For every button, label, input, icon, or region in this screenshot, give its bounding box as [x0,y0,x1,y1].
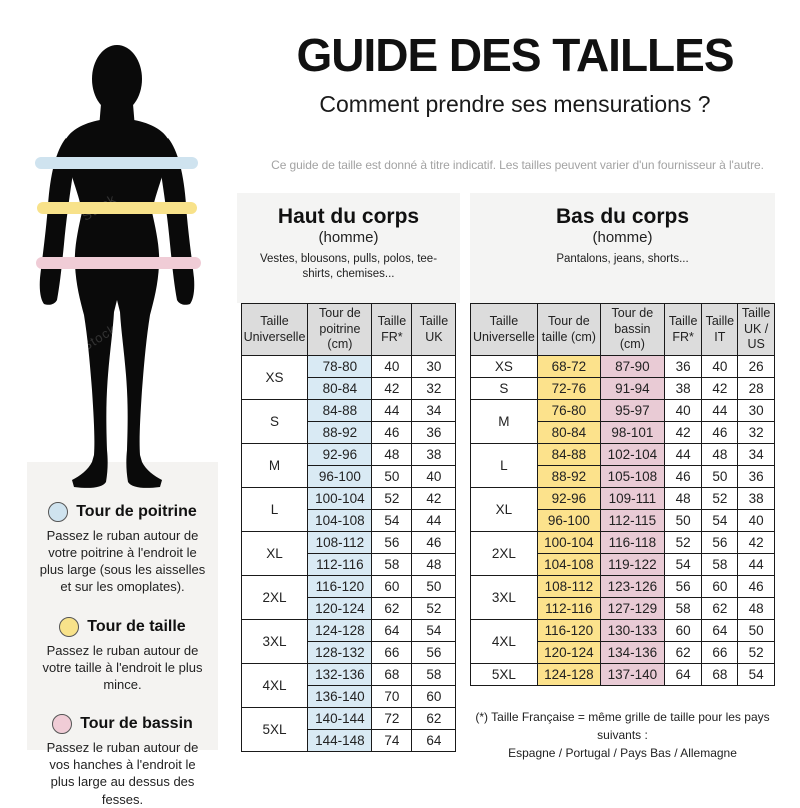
size-cell: M [471,400,538,444]
disclaimer-text: Ce guide de taille est donné à titre indicatif. Les tailles peuvent varier d'un fournisseur à l'autre. [271,158,764,172]
measure-cell: 70 [372,686,412,708]
measure-cell: 36 [412,422,456,444]
measure-cell: 128-132 [308,642,372,664]
measure-cell: 50 [412,576,456,598]
legend-hip-text: Passez le ruban autour de vos hanches à l'endroit le plus large au dessus des fesses. [46,740,199,807]
measure-cell: 60 [372,576,412,598]
page-subtitle: Comment prendre ses mensurations ? [319,90,711,117]
size-cell: 3XL [241,620,308,664]
measure-cell: 109-111 [600,488,664,510]
measure-cell: 48 [412,554,456,576]
measure-cell: 95-97 [600,400,664,422]
measure-cell: 84-88 [308,400,372,422]
measure-cell: 30 [738,400,775,422]
size-cell: 5XL [471,664,538,686]
bas-garment-list: Pantalons, jeans, shorts... [556,253,689,266]
measure-cell: 50 [664,510,702,532]
measure-cell: 72 [372,708,412,730]
legend-waist-text: Passez le ruban autour de votre taille à l'endroit le plus mince. [42,642,203,692]
table-row [241,620,456,642]
measure-cell: 124-128 [308,620,372,642]
measure-cell: 58 [372,554,412,576]
measure-cell: 42 [738,532,775,554]
measurement-legend-panel [27,462,218,807]
measure-cell: 88-92 [308,422,372,444]
measure-cell: 44 [412,510,456,532]
legend-hip [37,714,208,808]
size-cell: XS [471,356,538,378]
haut-size-table [241,303,457,752]
haut-gender: (homme) [318,229,379,247]
measure-cell: 98-101 [600,422,664,444]
table-row [471,576,775,598]
table-row [241,708,456,730]
waist-band [37,202,197,214]
table-row [241,576,456,598]
measure-cell: 74 [372,730,412,752]
legend-chest-text: Passez le ruban autour de votre poitrine à l'endroit le plus large (sous les aisselles et sur les omoplates). [39,528,206,595]
size-cell: 2XL [471,532,538,576]
measure-cell: 46 [702,422,738,444]
measure-cell: 132-136 [308,664,372,686]
measure-cell: 42 [702,378,738,400]
size-cell: 5XL [241,708,308,752]
measure-cell: 58 [412,664,456,686]
measure-cell: 78-80 [308,356,372,378]
measure-cell: 40 [372,356,412,378]
measure-cell: 91-94 [600,378,664,400]
measure-cell: 62 [702,598,738,620]
measure-cell: 112-116 [537,598,600,620]
measure-cell: 62 [664,642,702,664]
measure-cell: 87-90 [600,356,664,378]
measure-cell: 50 [702,466,738,488]
size-cell: XS [241,356,308,400]
measure-cell: 100-104 [308,488,372,510]
table-row [471,488,775,510]
measure-cell: 30 [412,356,456,378]
size-cell: XL [471,488,538,532]
measure-cell: 34 [738,444,775,466]
measure-cell: 62 [412,708,456,730]
table-row [471,620,775,642]
measure-cell: 92-96 [308,444,372,466]
measure-cell: 80-84 [537,422,600,444]
table-row [241,532,456,554]
legend-chest-title: Tour de poitrine [76,503,197,520]
measure-cell: 144-148 [308,730,372,752]
measure-cell: 60 [702,576,738,598]
measure-cell: 112-116 [308,554,372,576]
measure-cell: 88-92 [537,466,600,488]
measure-cell: 116-120 [537,620,600,642]
measure-cell: 64 [372,620,412,642]
measure-cell: 58 [664,598,702,620]
legend-waist [37,617,208,693]
measure-cell: 36 [738,466,775,488]
waist-band-icon [59,617,79,637]
measure-cell: 134-136 [600,642,664,664]
table-row [471,378,775,400]
table-row [471,356,775,378]
measure-cell: 48 [738,598,775,620]
section-haut-du-corps [237,193,460,752]
column-header: Taille FR* [372,304,412,356]
column-header: Taille UK [412,304,456,356]
measure-cell: 50 [372,466,412,488]
measure-cell: 40 [664,400,702,422]
measure-cell: 38 [738,488,775,510]
measure-cell: 46 [664,466,702,488]
measure-cell: 54 [702,510,738,532]
table-row [241,664,456,686]
size-cell: 3XL [471,576,538,620]
measure-cell: 62 [372,598,412,620]
measure-cell: 130-133 [600,620,664,642]
measure-cell: 52 [412,598,456,620]
measure-cell: 56 [702,532,738,554]
measure-cell: 32 [412,378,456,400]
measure-cell: 44 [738,554,775,576]
measure-cell: 96-100 [308,466,372,488]
haut-title: Haut du corps [277,205,420,228]
size-cell: 2XL [241,576,308,620]
measure-cell: 36 [664,356,702,378]
measure-cell: 42 [664,422,702,444]
measure-cell: 66 [702,642,738,664]
measure-cell: 58 [702,554,738,576]
measure-cell: 92-96 [537,488,600,510]
size-cell: L [241,488,308,532]
legend-hip-title: Tour de bassin [80,715,193,733]
measure-cell: 46 [372,422,412,444]
measure-cell: 40 [702,356,738,378]
measure-cell: 104-108 [537,554,600,576]
measure-cell: 38 [412,444,456,466]
measure-cell: 54 [664,554,702,576]
table-row [471,532,775,554]
measure-cell: 60 [412,686,456,708]
measure-cell: 48 [664,488,702,510]
hip-band [36,257,201,269]
column-header: Taille IT [702,304,738,356]
measure-cell: 52 [372,488,412,510]
measure-cell: 76-80 [537,400,600,422]
measure-cell: 72-76 [537,378,600,400]
measure-cell: 38 [664,378,702,400]
measure-cell: 68-72 [537,356,600,378]
measure-cell: 108-112 [308,532,372,554]
legend-waist-title: Tour de taille [87,617,186,635]
measure-cell: 54 [412,620,456,642]
measure-cell: 56 [412,642,456,664]
measure-cell: 124-128 [537,664,600,686]
table-row [241,444,456,466]
measure-cell: 64 [664,664,702,686]
hip-band-icon [52,714,72,734]
measure-cell: 52 [738,642,775,664]
measure-cell: 42 [412,488,456,510]
measure-cell: 68 [702,664,738,686]
table-row [471,664,775,686]
measure-cell: 46 [412,532,456,554]
measure-cell: 104-108 [308,510,372,532]
measure-cell: 48 [372,444,412,466]
measure-cell: 60 [664,620,702,642]
size-cell: 4XL [471,620,538,664]
measure-cell: 112-115 [600,510,664,532]
haut-garment-list: Vestes, blousons, pulls, polos, tee-shirts, chemises... [259,253,438,280]
size-cell: 4XL [241,664,308,708]
body-silhouette-image [0,0,235,500]
size-cell: M [241,444,308,488]
bas-title: Bas du corps [555,205,690,228]
column-header: Taille FR* [664,304,702,356]
measure-cell: 66 [372,642,412,664]
measure-cell: 28 [738,378,775,400]
measure-cell: 48 [702,444,738,466]
measure-cell: 34 [412,400,456,422]
measure-cell: 40 [412,466,456,488]
measure-cell: 80-84 [308,378,372,400]
measure-cell: 44 [372,400,412,422]
table-row [471,400,775,422]
column-header: Taille Universelle [471,304,538,356]
measure-cell: 64 [702,620,738,642]
bas-gender: (homme) [592,229,653,247]
measure-cell: 120-124 [308,598,372,620]
table-row [241,400,456,422]
measure-cell: 26 [738,356,775,378]
size-cell: S [241,400,308,444]
measure-cell: 96-100 [537,510,600,532]
measure-cell: 68 [372,664,412,686]
table-row [471,444,775,466]
french-size-footnote [470,708,775,762]
measure-cell: 119-122 [600,554,664,576]
measure-cell: 127-129 [600,598,664,620]
size-cell: S [471,378,538,400]
measure-cell: 116-120 [308,576,372,598]
measure-cell: 64 [412,730,456,752]
measure-cell: 32 [738,422,775,444]
column-header: Tour de taille (cm) [537,304,600,356]
measure-cell: 100-104 [537,532,600,554]
column-header: Taille UK / US [738,304,775,356]
stock-watermark: Stock [79,321,119,354]
column-header: Taille Universelle [241,304,308,356]
column-header: Tour de poitrine (cm) [308,304,372,356]
measure-cell: 42 [372,378,412,400]
measure-cell: 105-108 [600,466,664,488]
footnote-line1: (*) Taille Française = même grille de taille pour les pays suivants : [475,710,770,742]
measure-cell: 137-140 [600,664,664,686]
legend-chest [37,502,208,596]
table-row [241,356,456,378]
table-row [241,488,456,510]
measure-cell: 84-88 [537,444,600,466]
measure-cell: 54 [738,664,775,686]
measure-cell: 54 [372,510,412,532]
measure-cell: 56 [372,532,412,554]
measure-cell: 44 [664,444,702,466]
measure-cell: 46 [738,576,775,598]
measure-cell: 50 [738,620,775,642]
size-cell: XL [241,532,308,576]
measure-cell: 40 [738,510,775,532]
page-title: GUIDE DES TAILLES [296,29,734,81]
measure-cell: 102-104 [600,444,664,466]
chest-band-icon [48,502,68,522]
measure-cell: 140-144 [308,708,372,730]
measure-cell: 136-140 [308,686,372,708]
measure-cell: 52 [702,488,738,510]
measure-cell: 52 [664,532,702,554]
measure-cell: 108-112 [537,576,600,598]
measure-cell: 116-118 [600,532,664,554]
section-bas-du-corps [470,193,775,762]
measure-cell: 123-126 [600,576,664,598]
column-header: Tour de bassin (cm) [600,304,664,356]
chest-band [35,157,198,169]
measure-cell: 56 [664,576,702,598]
measure-cell: 44 [702,400,738,422]
size-cell: L [471,444,538,488]
stock-watermark: Stock [79,191,119,224]
measure-cell: 120-124 [537,642,600,664]
bas-size-table [470,303,775,686]
footnote-line2: Espagne / Portugal / Pays Bas / Allemagne [508,746,737,760]
